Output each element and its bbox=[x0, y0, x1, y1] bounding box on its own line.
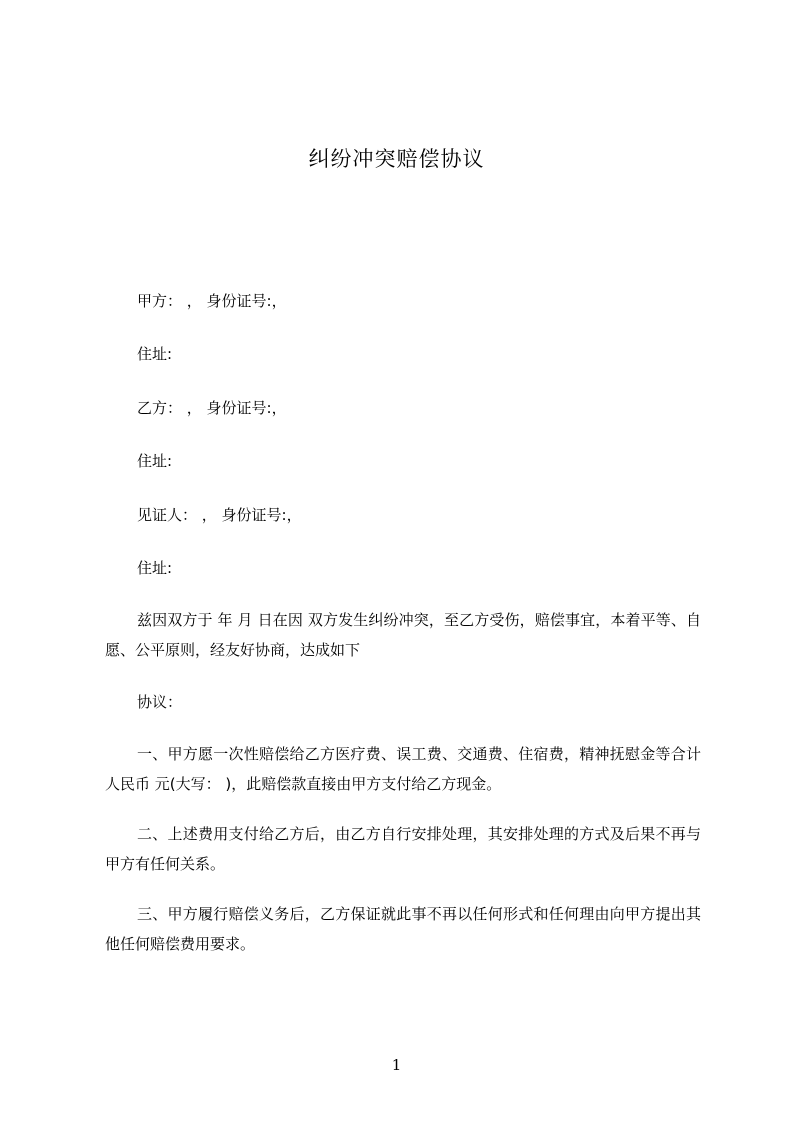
party-a-address: 住址: bbox=[137, 345, 173, 363]
preamble-paragraph: 兹因双方于 年 月 日在因 双方发生纠纷冲突，至乙方受伤，赔偿事宜，本着平等、自愿、公平原则，经友好协商，达成如下 bbox=[105, 611, 701, 659]
clause-2-paragraph: 二、上述费用支付给乙方后，由乙方自行安排处理，其安排处理的方式及后果不再与甲方有任何关系。 bbox=[105, 825, 701, 873]
witness-address: 住址: bbox=[137, 559, 173, 577]
page-number: 1 bbox=[391, 1056, 402, 1074]
agreement-label: 协议： bbox=[137, 693, 183, 711]
party-b-address: 住址: bbox=[137, 452, 173, 470]
document-title: 纠纷冲突赔偿协议 bbox=[308, 147, 485, 171]
party-a-line: 甲方： ， 身份证号:， bbox=[137, 292, 287, 310]
party-b-line: 乙方： ， 身份证号:， bbox=[137, 399, 287, 417]
witness-line: 见证人： ， 身份证号:， bbox=[137, 506, 302, 524]
clause-1-paragraph: 一、甲方愿一次性赔偿给乙方医疗费、误工费、交通费、住宿费，精神抚慰金等合计人民币 元(大写： )，此赔偿款直接由甲方支付给乙方现金。 bbox=[105, 745, 701, 793]
clause-3-paragraph: 三、甲方履行赔偿义务后，乙方保证就此事不再以任何形式和任何理由向甲方提出其他任何赔偿费用要求。 bbox=[105, 905, 701, 953]
